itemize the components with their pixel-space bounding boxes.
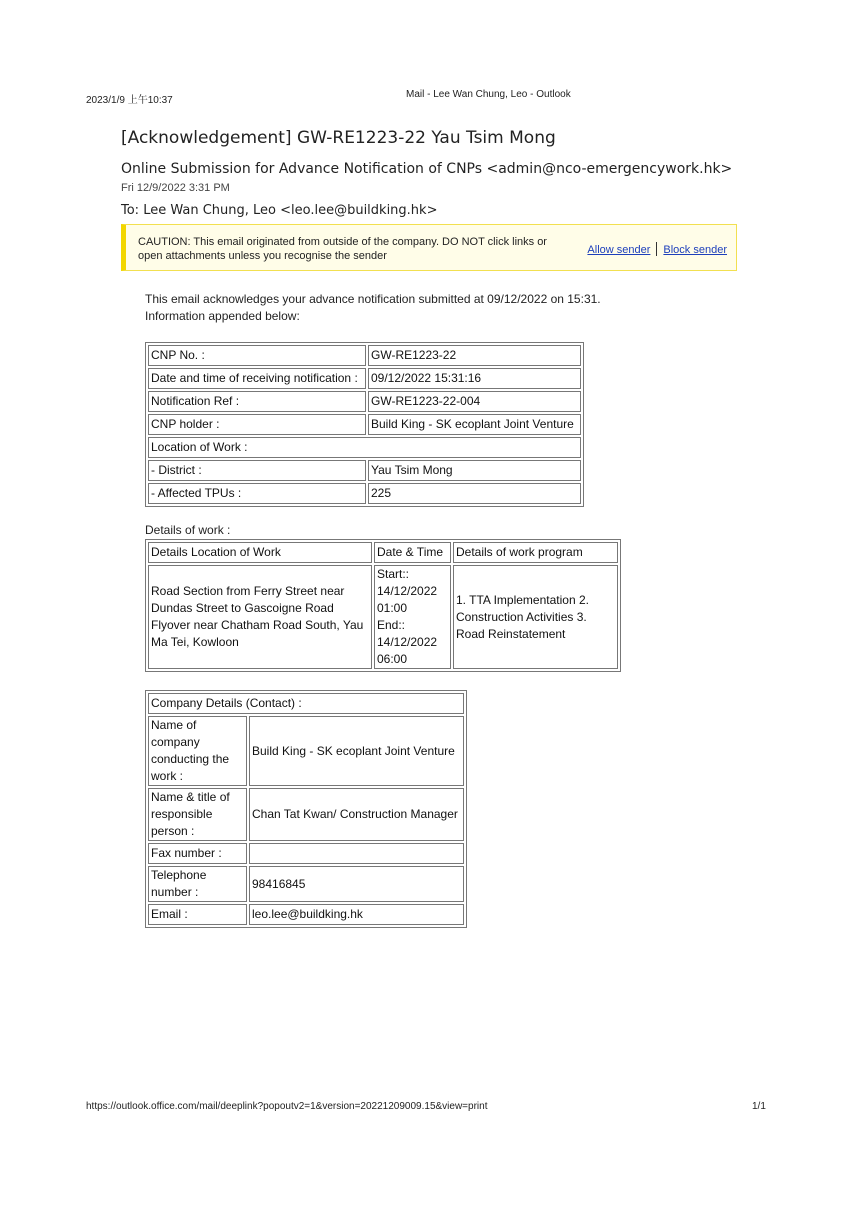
email-recipient: To: Lee Wan Chung, Leo <leo.lee@buildking.hk>: [121, 203, 438, 218]
details-of-work-label: Details of work :: [145, 523, 231, 537]
field-label: Name & title of responsible person :: [148, 788, 247, 841]
column-header: Date & Time: [374, 542, 451, 563]
table-header-row: [148, 542, 618, 563]
table-row: [148, 788, 464, 841]
email-subject: [Acknowledgement] GW-RE1223-22 Yau Tsim Mong: [121, 128, 556, 148]
work-program: 1. TTA Implementation 2. Construction Activities 3. Road Reinstatement: [453, 565, 618, 669]
datetime-line: Start::: [377, 567, 410, 581]
field-value: Chan Tat Kwan/ Construction Manager: [249, 788, 464, 841]
field-label: CNP holder :: [148, 414, 366, 435]
email-sender: Online Submission for Advance Notification of CNPs <admin@nco-emergencywork.hk>: [121, 161, 733, 177]
intro-line-2: Information appended below:: [145, 309, 300, 323]
field-value: leo.lee@buildking.hk: [249, 904, 464, 925]
company-details-header: Company Details (Contact) :: [148, 693, 464, 714]
table-row: [148, 843, 464, 864]
field-value: Build King - SK ecoplant Joint Venture: [249, 716, 464, 786]
table-row: [148, 345, 581, 366]
caution-text: CAUTION: This email originated from outside of the company. DO NOT click links or open attachments unless you recognise the sender: [138, 236, 547, 262]
field-value: GW-RE1223-22: [368, 345, 581, 366]
field-value: 225: [368, 483, 581, 504]
intro-line-1: This email acknowledges your advance notification submitted at 09/12/2022 on 15:31.: [145, 292, 601, 306]
table-row: [148, 866, 464, 902]
field-label: CNP No. :: [148, 345, 366, 366]
table-row: [148, 483, 581, 504]
field-value: Build King - SK ecoplant Joint Venture: [368, 414, 581, 435]
field-label: Location of Work :: [148, 437, 581, 458]
field-value: Yau Tsim Mong: [368, 460, 581, 481]
work-location: Road Section from Ferry Street near Dundas Street to Gascoigne Road Flyover near Chatham Road South, Yau Ma Tei, Kowloon: [148, 565, 372, 669]
datetime-line: 01:00: [377, 601, 408, 615]
table-row: [148, 904, 464, 925]
notification-table: [145, 342, 584, 507]
table-row: [148, 460, 581, 481]
field-label: Name of company conducting the work :: [148, 716, 247, 786]
sender-actions: [587, 242, 727, 256]
field-label: - Affected TPUs :: [148, 483, 366, 504]
table-row: [148, 368, 581, 389]
field-label: Date and time of receiving notification :: [148, 368, 366, 389]
column-header: Details Location of Work: [148, 542, 372, 563]
company-details-table: [145, 690, 467, 928]
field-value: 09/12/2022 15:31:16: [368, 368, 581, 389]
print-footer-url: https://outlook.office.com/mail/deeplink?popoutv2=1&version=20221209009.15&view=print: [86, 1101, 488, 1112]
field-label: Telephone number :: [148, 866, 247, 902]
datetime-line: 14/12/2022: [377, 584, 438, 598]
datetime-line: 06:00: [377, 652, 408, 666]
print-title: Mail - Lee Wan Chung, Leo - Outlook: [406, 89, 571, 100]
field-value: GW-RE1223-22-004: [368, 391, 581, 412]
table-row: [148, 391, 581, 412]
datetime-line: 14/12/2022: [377, 635, 438, 649]
field-label: - District :: [148, 460, 366, 481]
allow-sender-link[interactable]: Allow sender: [587, 244, 651, 256]
print-date: 2023/1/9 上午10:37: [86, 95, 173, 106]
datetime-line: End::: [377, 618, 406, 632]
table-row: [148, 565, 618, 669]
table-row: [148, 437, 581, 458]
external-sender-banner: [121, 224, 737, 271]
column-header: Details of work program: [453, 542, 618, 563]
block-sender-link[interactable]: Block sender: [663, 244, 727, 256]
page-number: 1/1: [752, 1101, 766, 1112]
field-label: Notification Ref :: [148, 391, 366, 412]
table-row: [148, 716, 464, 786]
link-separator: [656, 242, 657, 256]
field-value: 98416845: [249, 866, 464, 902]
field-value: [249, 843, 464, 864]
field-label: Email :: [148, 904, 247, 925]
work-datetime: [374, 565, 451, 669]
table-header-row: [148, 693, 464, 714]
email-sent-time: Fri 12/9/2022 3:31 PM: [121, 182, 230, 194]
table-row: [148, 414, 581, 435]
work-details-table: [145, 539, 621, 672]
email-intro: [145, 291, 601, 325]
field-label: Fax number :: [148, 843, 247, 864]
